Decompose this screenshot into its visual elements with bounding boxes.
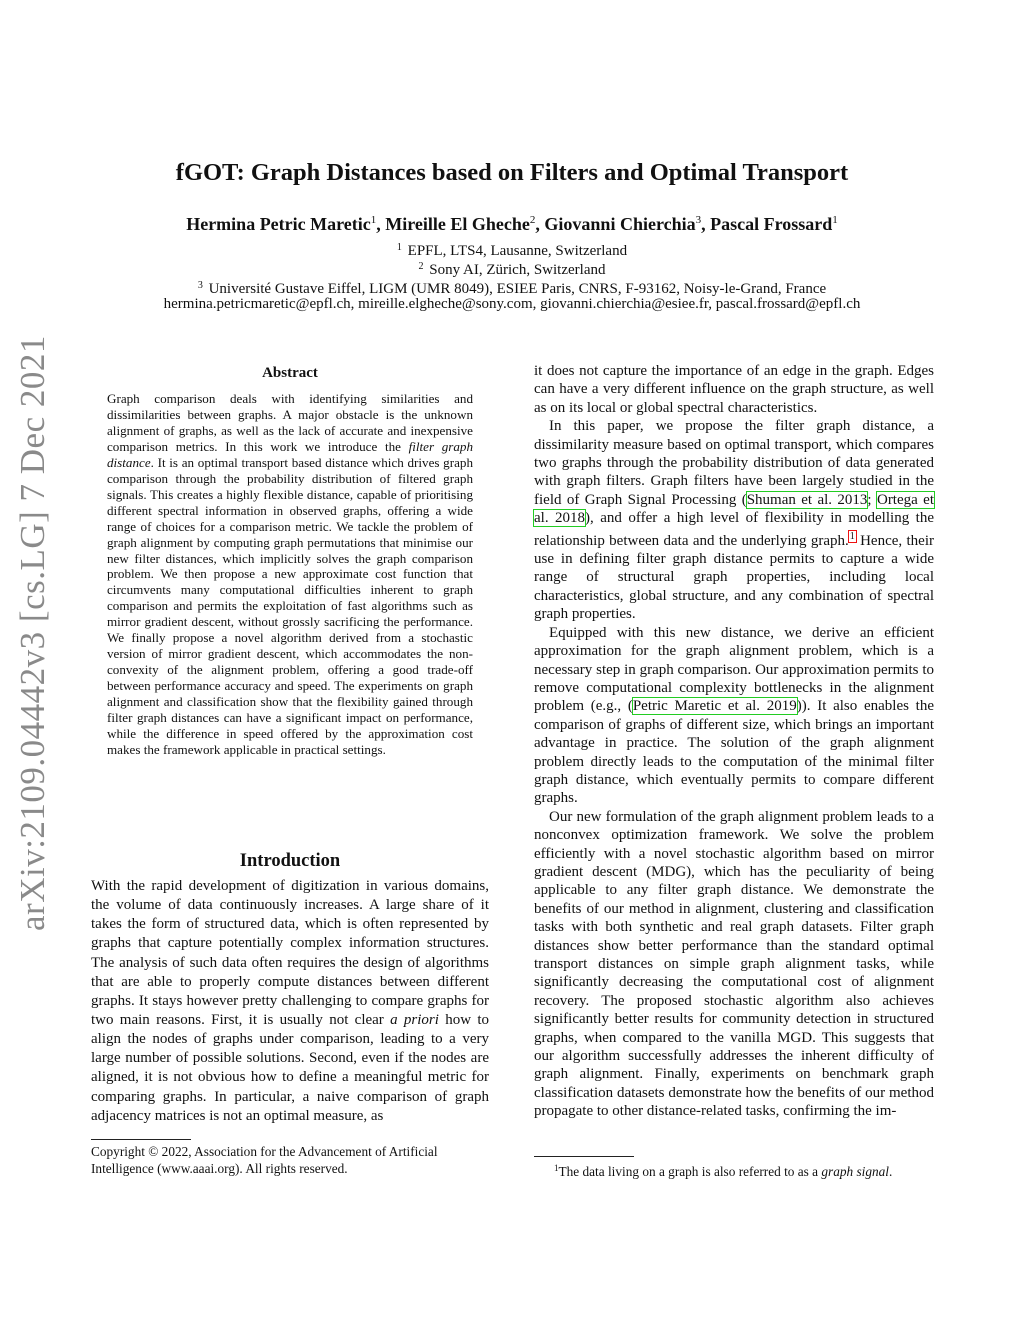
introduction-heading: Introduction	[239, 851, 341, 871]
body-text-part: )). It also enables the comparison of graphs of different size, which brings an important advantage in practice. The solution of the graph alignment problem directly leads to the computation of the minimal filter graph distance, which eventually permits to compare different graphs.	[534, 698, 934, 807]
author-name: Giovanni Chierchia	[544, 214, 696, 234]
footnote-text: The data living on a graph is also referred to as a	[558, 1164, 822, 1179]
intro-text-part: With the rapid development of digitization in various domains, the volume of data continuously increases. A large share of it takes the form of structured data, which is often represented by graphs that capture potentially complex information structures. The analysis of such data often requires the design of algorithms that are able to properly compute distances between different graphs. It stays however pretty challenging to compare graphs for two main reasons. First, it is usually not clear	[91, 878, 489, 1028]
citation-link-petric[interactable]: Petric Maretic et al. 2019	[632, 698, 797, 715]
affiliation-text: Université Gustave Eiffel, LIGM (UMR 8049), ESIEE Paris, CNRS, F-93162, Noisy-le-Grand, France	[208, 281, 827, 297]
intro-emphasis: a priori	[390, 1011, 439, 1028]
arxiv-identifier: arXiv:2109.04442v3 [cs.LG] 7 Dec 2021	[13, 335, 52, 931]
abstract-text-part: Graph comparison deals with identifying similarities and dissimilarities between graphs. A major obstacle is the unknown alignment of graphs, as well as the lack of accurate and inexpensive comparison metrics. In this work we introduce the	[107, 391, 473, 454]
citation-link-ortega[interactable]: Ortega et al. 2018	[534, 491, 935, 527]
copyright-divider	[91, 1139, 191, 1140]
abstract-text	[107, 391, 473, 758]
paper-title: fGOT: Graph Distances based on Filters and Optimal Transport	[175, 159, 849, 186]
abstract-text-part: . It is an optimal transport based distance which drives graph comparison through the probability distribution of filtered graph signals. This creates a highly flexible distance, capable of prioritising different spectral information in observed graphs, offering a wide range of choices for a comparison metric. We tackle the problem of graph alignment by computing graph permutations that minimise our new filter distances, which implicitly solves the graph comparison problem. We then propose a new approximate cost function that circumvents many computational difficulties inherent to graph comparison and permits the exploitation of fast algorithms such as mirror gradient descent, without grossly sacrificing the performance. We finally propose a novel algorithm derived from a stochastic version of mirror gradient descent, which accommodates the non-convexity of the alignment problem, offering a good trade-off between performance accuracy and speed. The experiments on graph alignment and classification show that the flexibility gained through filter graph distances can have a significant impact on performance, while the difference in speed offered by the approximation cost makes the framework applicable in practical settings.	[107, 454, 473, 757]
abstract-emphasis: filter graph distance	[107, 438, 473, 470]
copyright-notice: Copyright © 2022, Association for the Advancement of Artificial Intelligence (www.aaai.org). All rights reserved.	[91, 1144, 438, 1176]
body-paragraph	[534, 417, 934, 623]
right-column	[534, 362, 934, 1121]
citation-link-shuman[interactable]: Shuman et al. 2013	[746, 491, 868, 508]
footnote-number: 1	[554, 1163, 559, 1173]
footnote-emphasis: graph signal	[821, 1164, 889, 1179]
author-emails: hermina.petricmaretic@epfl.ch, mireille.elgheche@sony.com, giovanni.chierchia@esiee.fr, pascal.frossard@epfl.ch	[163, 296, 861, 312]
affiliation-text: EPFL, LTS4, Lausanne, Switzerland	[407, 243, 628, 259]
author-list: Hermina Petric Maretic$^1$, Mireille El Gheche$^2$, Giovanni Chierchia$^3$, Pascal Frossard$^1$	[186, 214, 838, 234]
introduction-paragraph	[91, 877, 489, 1126]
body-text-part: ;	[867, 491, 877, 508]
footnote-divider	[534, 1156, 634, 1157]
affiliation-mark: 3	[197, 280, 203, 291]
author-affil-mark: 1	[832, 214, 838, 226]
intro-text-part: how to align the nodes of graphs under comparison, leading to a very large number of possible solutions. Second, even if the nodes are aligned, it is not obvious how to define a meaningful metric for comparing graphs. In particular, a naive comparison of graph adjacency matrices is not an optimal measure, as	[91, 1011, 490, 1124]
body-text-part: ), and offer a high level of flexibility in modelling the relationship between data and the underlying graph.	[534, 510, 934, 549]
affiliation-mark: 1	[396, 242, 402, 253]
body-paragraph: Our new formulation of the graph alignment problem leads to a nonconvex optimization framework. We solve the problem efficiently with a novel stochastic algorithm based on mirror gradient descent (MDG), which has the peculiarity of being applicable to any filter graph distance. We demonstrate the benefits of our method in alignment, clustering and classification tasks with both synthetic and real graph datasets. Filter graph distances show better performance than the standard optimal transport distances on simple graph alignment tasks, while significantly decreasing the computational cost of alignment recovery. The proposed stochastic algorithm also achieves significantly better results for community detection in structured graphs, when compared to the vanilla MGD. This suggests that our algorithm successfully addresses the inherent difficulty of graph alignment. Finally, experiments on benchmark graph classification datasets demonstrate how the benefits of our method propagate to other distance-related tasks, confirming the im-	[534, 808, 934, 1120]
body-text-part: Hence, their use in defining filter graph distance permits to capture a wide range of structural graph properties, including local characteristics, global structure, and any combination of spectral graph properties.	[534, 532, 934, 623]
body-paragraph: it does not capture the importance of an edge in the graph. Edges can have a very different influence on the graph structure, as well as on its local or global spectral characteristics.	[534, 363, 934, 416]
footnote	[534, 1160, 934, 1180]
body-text-part: In this paper, we propose the filter graph distance, a dissimilarity measure based on optimal transport, which compares two graphs through the probability distribution of data generated with graph filters. Graph filters have been largely studied in the field of Graph Signal Processing (	[534, 418, 934, 508]
abstract-heading: Abstract	[262, 365, 318, 381]
affiliation-text: Sony AI, Zürich, Switzerland	[429, 262, 606, 278]
author-name: Pascal Frossard	[710, 214, 833, 234]
author-affil-mark: 1	[370, 214, 377, 226]
footnote-end: .	[889, 1164, 893, 1179]
author-affil-mark: 2	[529, 214, 536, 226]
footnote-link[interactable]: 1	[849, 530, 855, 542]
author-name: Hermina Petric Maretic	[186, 214, 371, 234]
author-name: Mireille El Gheche	[385, 214, 530, 234]
body-text-part: Equipped with this new distance, we derive an efficient approximation for the graph alignment problem, which is a necessary step in graph comparison. Our approximation permits to remove computational complexity bottlenecks in the alignment problem (e.g., (	[534, 624, 934, 715]
author-affil-mark: 3	[695, 214, 702, 226]
affiliation-mark: 2	[418, 261, 424, 272]
body-paragraph	[534, 624, 934, 808]
